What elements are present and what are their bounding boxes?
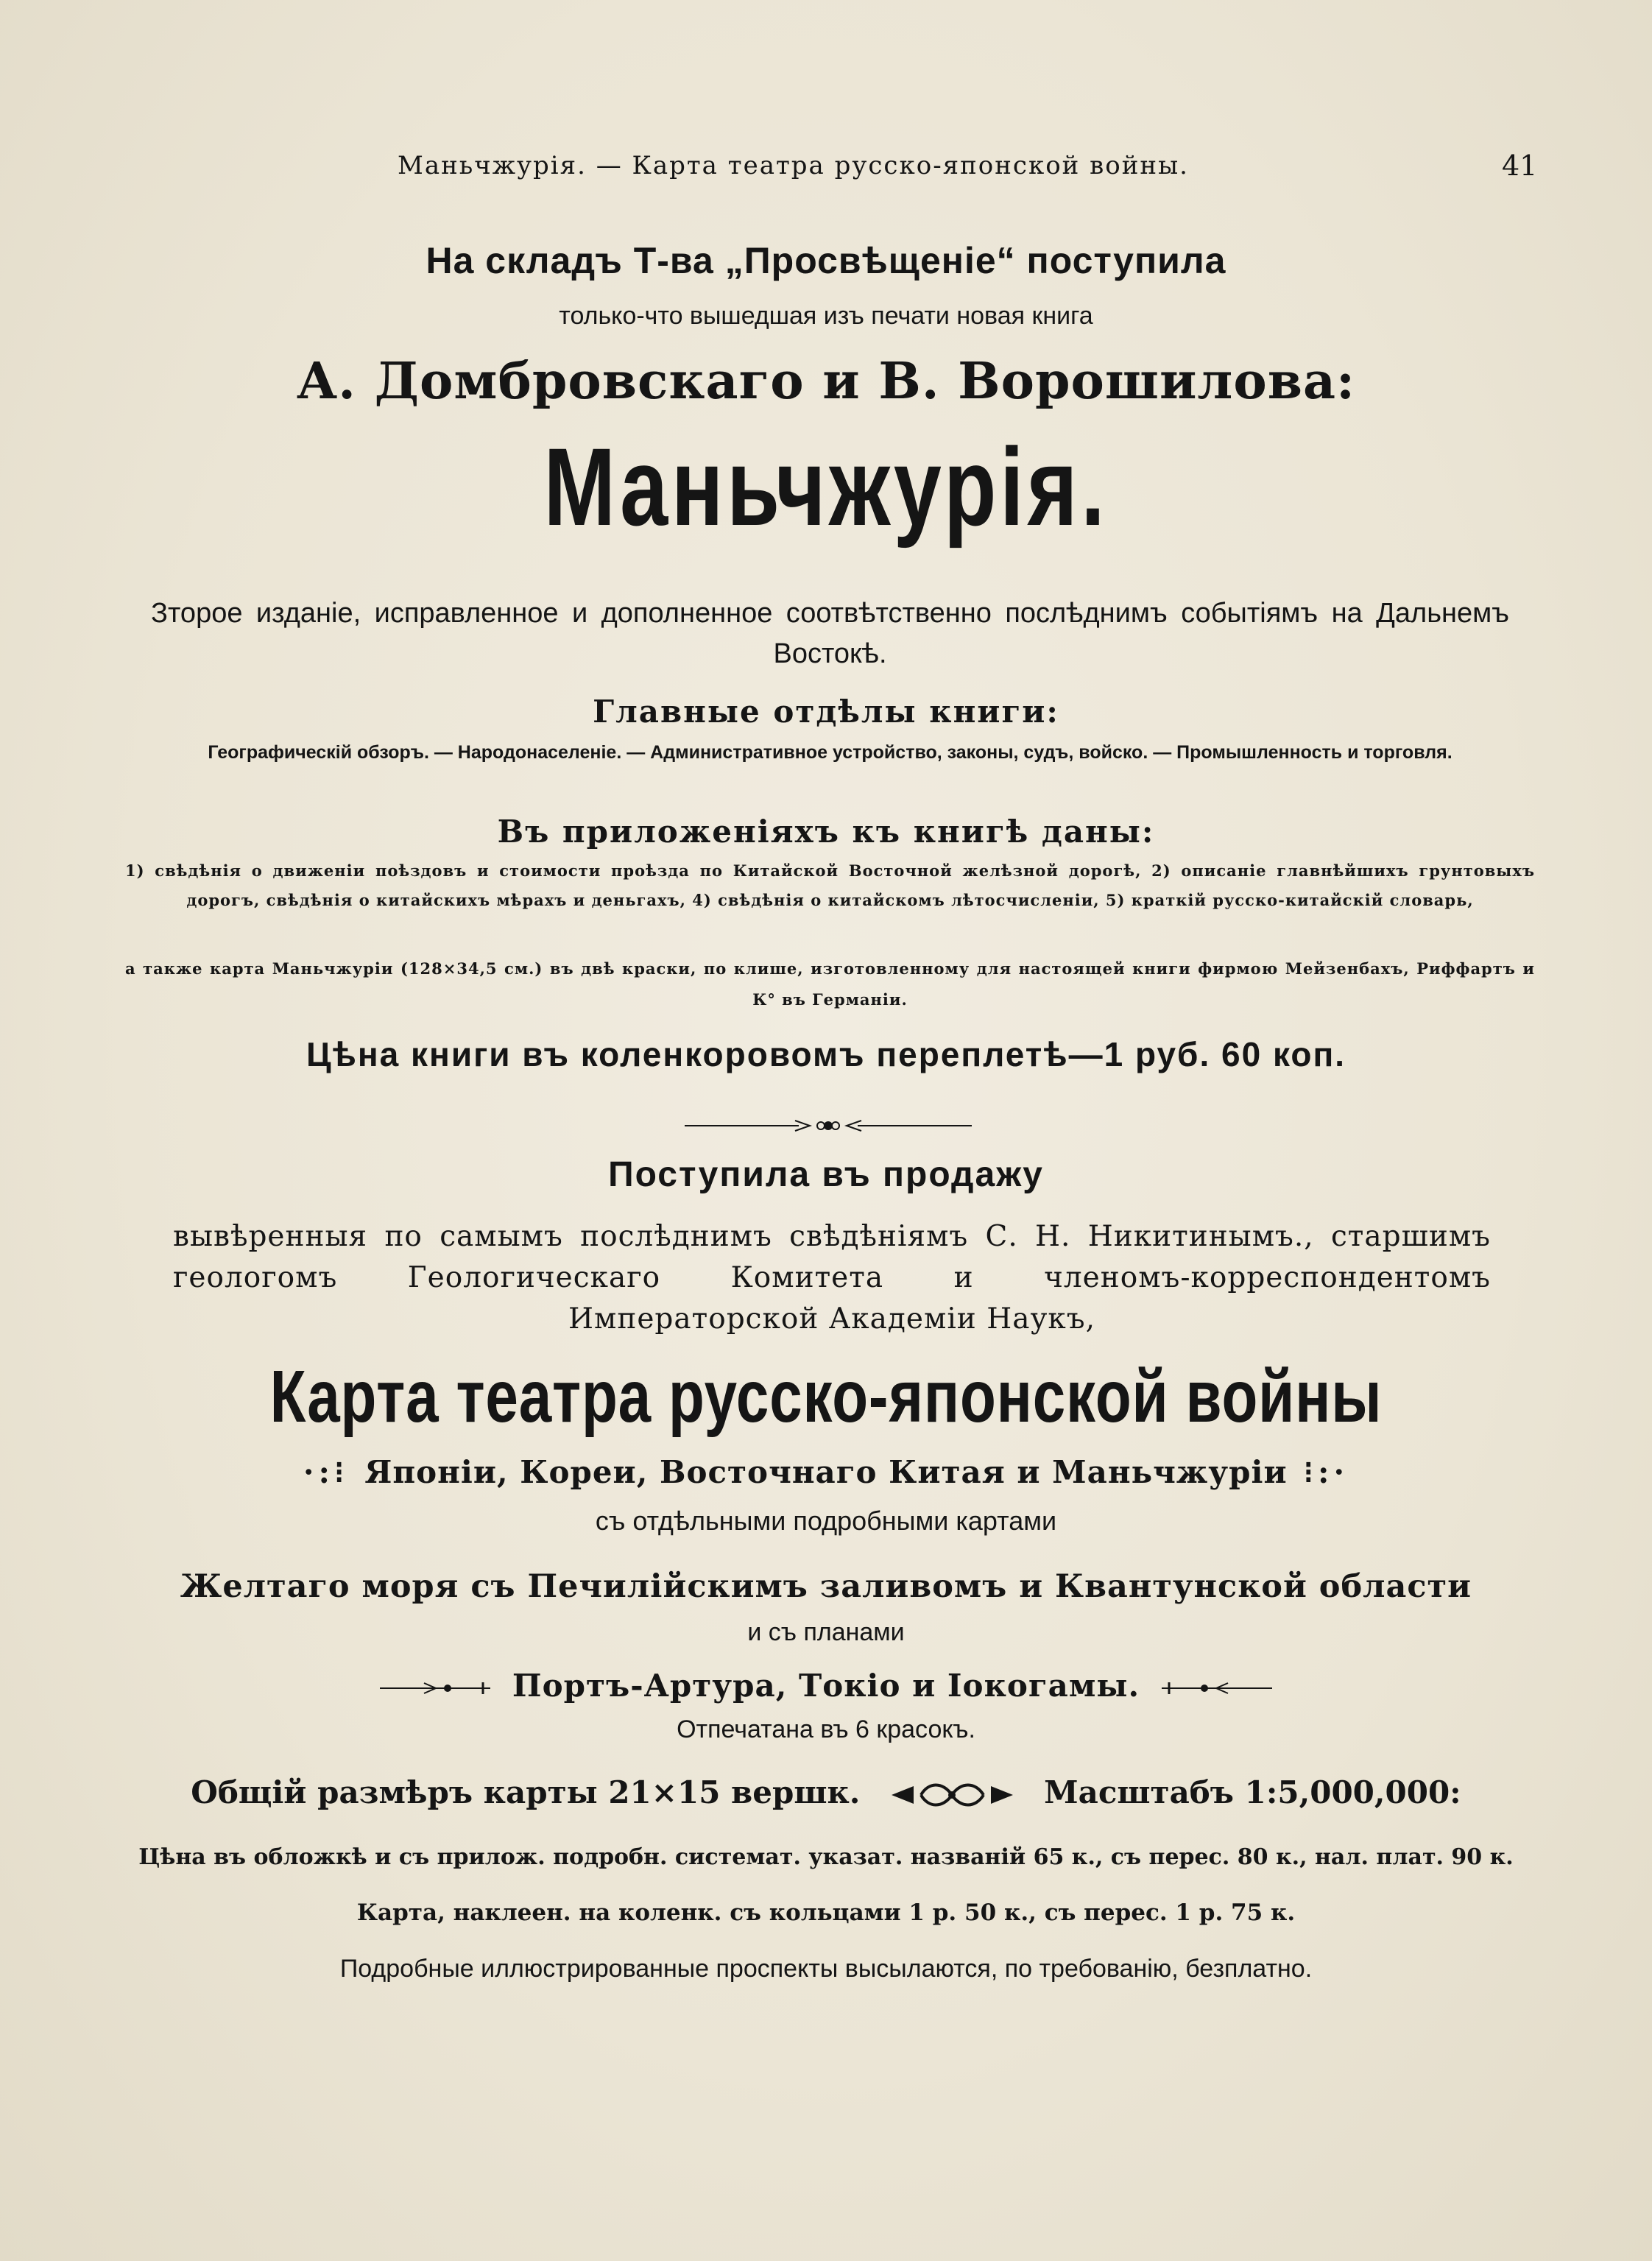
ad2-subtitle-row xyxy=(0,1454,1652,1490)
ad1-subline: только-что вышедшая изъ печати новая книга xyxy=(559,302,1093,330)
ad1-appendix-heading: Въ приложеніяхъ къ книгѣ даны: xyxy=(497,814,1155,850)
ad2-line-colors: Отпечатана въ 6 красокъ. xyxy=(677,1715,975,1743)
divider-ornament xyxy=(685,1115,972,1137)
ad1-sections-heading: Главные отдѣлы книги: xyxy=(593,694,1059,730)
ad2-intro: вывѣренныя по самымъ послѣднимъ свѣдѣніямъ С. Н. Никитинымъ., старшимъ геологомъ Геологическаго Комитета и членомъ-корреспондентомъ Императорской Академіи Наукъ, xyxy=(173,1220,1491,1336)
ad2-scale: Масштабъ 1:5,000,000: xyxy=(1044,1774,1461,1810)
ad2-footer: Подробные иллюстрированные проспекты высылаются, по требованію, безплатно. xyxy=(339,1955,1313,1983)
ad1-appendix-text: 1) свѣдѣнія о движеніи поѣздовъ и стоимости проѣзда по Китайской Восточной желѣзной дорогѣ, 2) описаніе главнѣйшихъ грунтовыхъ дорогъ, свѣдѣнія о китайскихъ мѣрахъ и деньгахъ, 4) свѣдѣнія о китайскомъ лѣтосчисленіи, 5) краткій русско-китайскій словарь, xyxy=(125,861,1535,909)
ad1-authors: А. Домбровскаго и В. Ворошилова: xyxy=(296,352,1356,411)
ad1-map-note: а также карта Маньчжуріи (128×34,5 см.) въ двѣ краски, по клише, изготовленному для настоящей книги фирмою Мейзенбахъ, Риффартъ и К° въ Германіи. xyxy=(125,959,1535,1009)
dots-ornament-left: ·:⁝ xyxy=(303,1454,349,1490)
ad2-price-mounted: Карта, наклеен. на коленк. съ кольцами 1 р. 50 к., съ перес. 1 р. 75 к. xyxy=(356,1900,1296,1926)
ad2-line-ports: Портъ-Артура, Токіо и Іокогамы. xyxy=(512,1668,1140,1704)
scroll-ornament xyxy=(888,1780,1017,1810)
ad1-edition-note: Зторое изданіе, исправленное и дополненное соотвѣтственно послѣднимъ событіямъ на Дальнемъ Востокѣ. xyxy=(151,598,1509,669)
ad1-sections-text: Географическій обзоръ. — Народонаселеніе. — Административное устройство, законы, судъ, войско. — Промышленность и торговля. xyxy=(208,742,1452,763)
ad2-line-sea: Желтаго моря съ Печилійскимъ заливомъ и Квантунской области xyxy=(180,1568,1472,1605)
ad2-map-title: Карта театра русско-японской войны xyxy=(269,1355,1383,1438)
ornament-left xyxy=(380,1679,490,1697)
ad2-line-plans: и съ планами xyxy=(747,1618,905,1646)
ad2-line-maps: съ отдѣльными подробными картами xyxy=(595,1506,1057,1536)
ad2-size-row xyxy=(0,1774,1652,1810)
page-number: 41 xyxy=(1502,149,1538,182)
ornament-right xyxy=(1162,1679,1272,1697)
running-head: Маньчжурія. — Карта театра русско-японской войны. xyxy=(398,151,1189,180)
ad2-ports-row xyxy=(0,1668,1652,1704)
ad2-price-paper: Цѣна въ обложкѣ и съ прилож. подробн. системат. указат. названій 65 к., съ перес. 80 к., нал. плат. 90 к. xyxy=(138,1844,1514,1870)
ad2-size: Общій размѣръ карты 21×15 вершк. xyxy=(191,1774,861,1810)
ad2-subtitle: Японіи, Кореи, Восточнаго Китая и Маньчжуріи xyxy=(364,1454,1288,1490)
ad1-price: Цѣна книги въ коленкоровомъ переплетѣ—1 руб. 60 коп. xyxy=(306,1035,1346,1073)
ad2-announcement: Поступила въ продажу xyxy=(608,1155,1044,1194)
dots-ornament-right: ⁝:· xyxy=(1303,1454,1349,1490)
ad1-book-title: Маньчжурія. xyxy=(543,425,1109,549)
ad1-announcement: На складъ Т-ва „Просвѣщеніе“ поступила xyxy=(426,240,1226,281)
